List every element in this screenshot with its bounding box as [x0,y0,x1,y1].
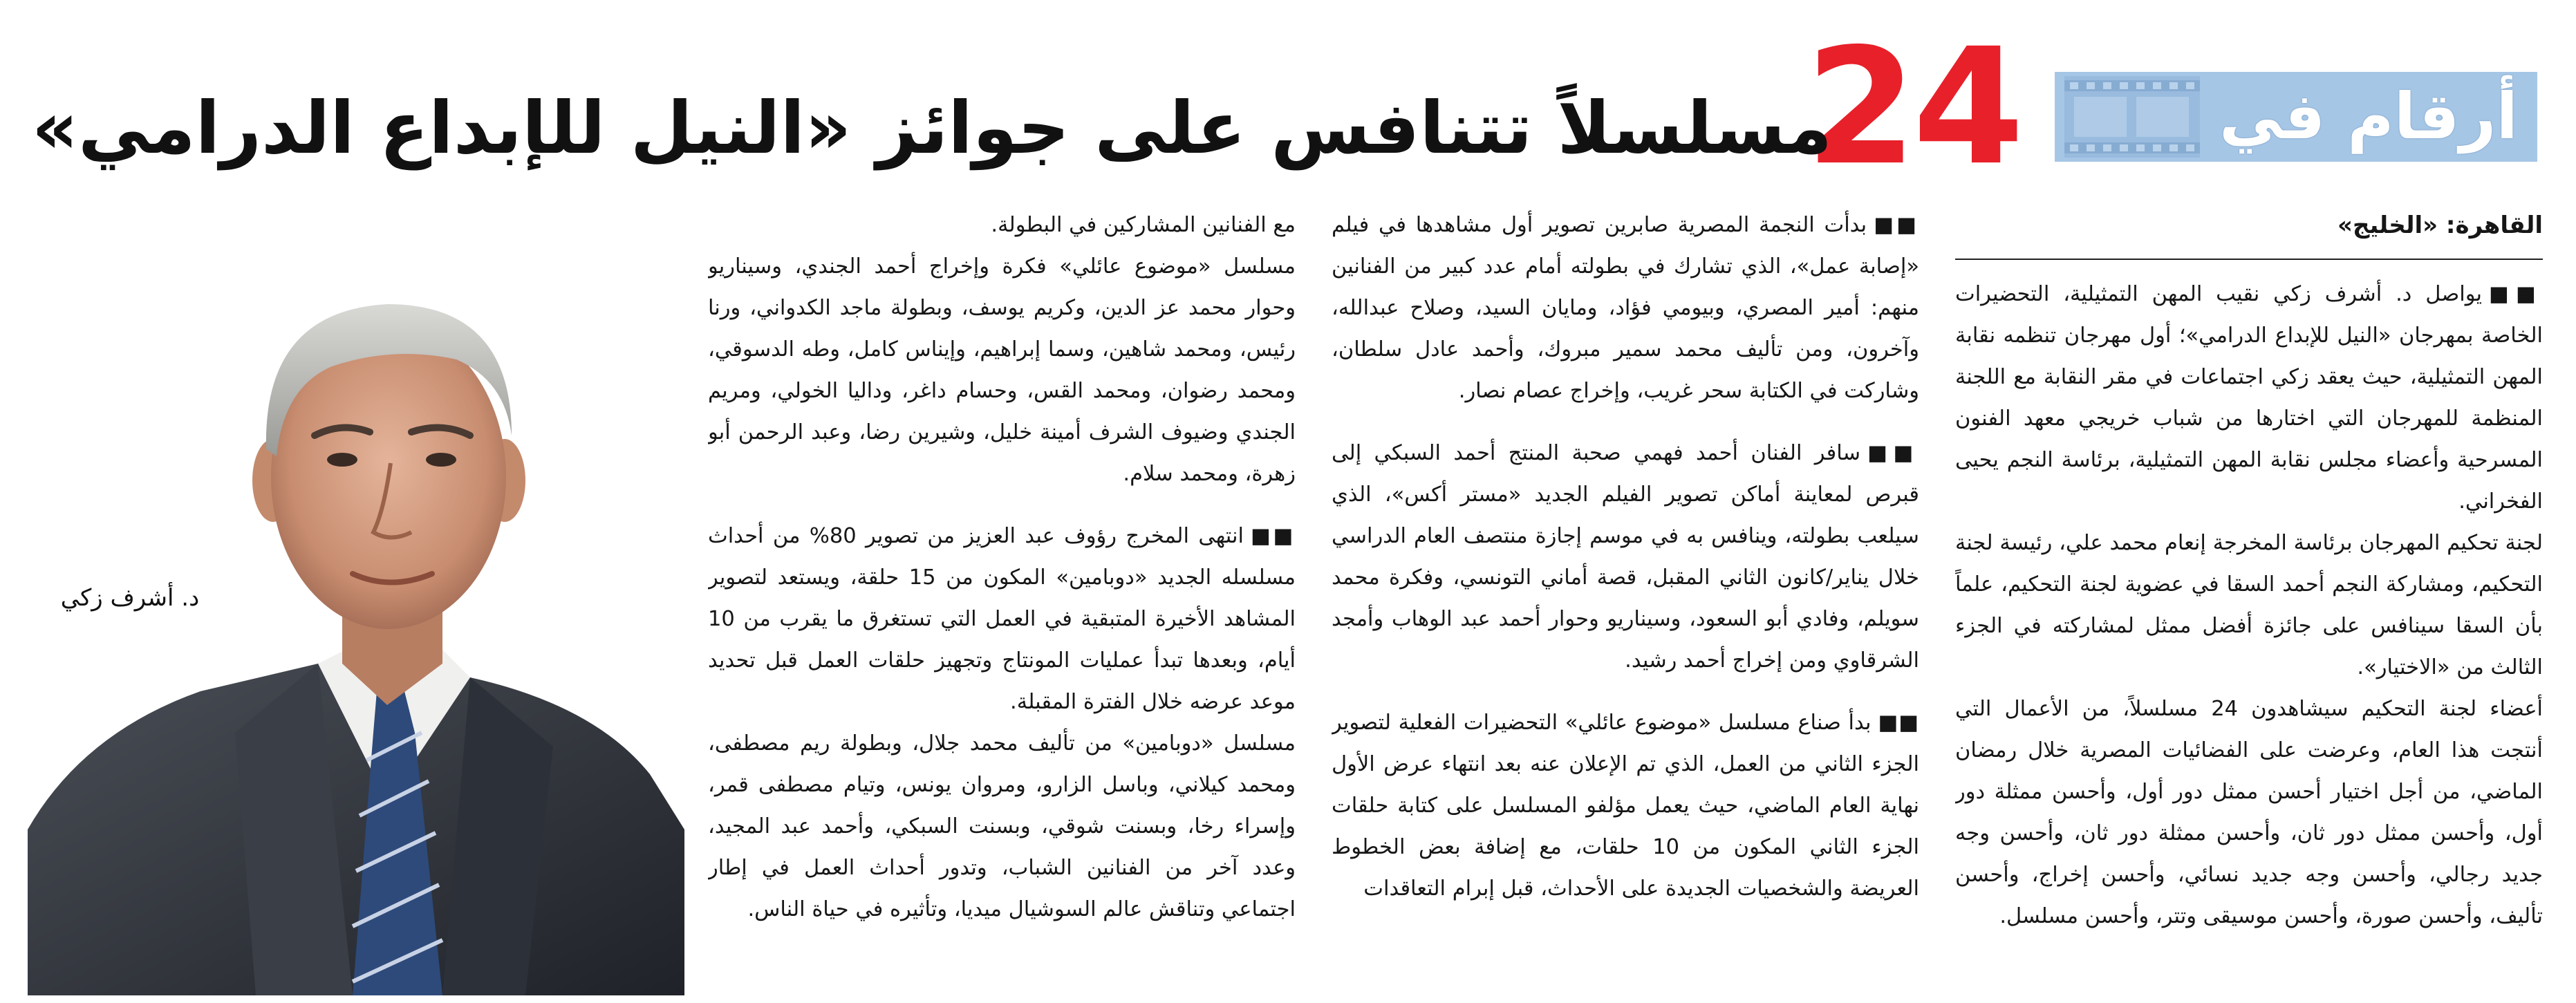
article-column-2 [1332,205,1919,993]
section-label: أرقام في [2219,79,2518,153]
section-badge [2055,72,2537,162]
paragraph-text: سافر الفنان أحمد فهمي صحبة المنتج أحمد السبكي إلى قبرص لمعاينة أماكن تصوير الفيلم الجديد «مستر أكس»، الذي سيلعب بطولته، وينافس به في موسم إجازة منتصف العام الدراسي خلال يناير/كانون الثاني المقبل، قصة أماني التونسي، وفكرة محمد سويلم، وفادي أبو السعود، وسيناريو وحوار أحمد عبد الوهاب وأمجد الشرقاوي ومن إخراج أحمد رشيد. [1332,441,1919,673]
paragraph-text: بدأ صناع مسلسل «موضوع عائلي» التحضيرات الفعلية لتصوير الجزء الثاني من العمل، الذي تم الإعلان عنه بعد انتهاء عرض الأول نهاية العام الماضي، حيث يعمل مؤلفو المسلسل على كتابة حلقات الجزء الثاني المكون من 10 حلقات، مع إضافة بعض الخطوط العريضة والشخصيات الجديدة على الأحداث، قبل إبرام التعاقدات [1332,711,1919,901]
paragraph-text: انتهى المخرج رؤوف عبد العزيز من تصوير 80% من أحداث مسلسله الجديد «دوبامين» المكون من 15 حلقة، ويستعد لتصوير المشاهد الأخيرة المتبقية في العمل التي تستغرق ما يقرب من 10 أيام، وبعدها تبدأ عمليات المونتاج وتجهيز حلقات العمل قبل تحديد موعد عرضه خلال الفترة المقبلة. [708,524,1296,714]
article-column-3 [708,205,1296,993]
byline: القاهرة: «الخليج» [2337,212,2543,239]
paragraph [1332,433,1919,682]
bullet-marker: ■■ [1867,441,1919,465]
paragraph-text: بدأت النجمة المصرية صابرين تصوير أول مشاهدها في فيلم «إصابة عمل»، الذي تشارك في بطولته أمام عدد كبير من الفنانين منهم: أمير المصري، وبيومي فؤاد، ومايان السيد، وصلاح عبدالله، وآخرون، ومن تأليف محمد سمير مبروك، وأحمد عادل سلطان، وشاركت في الكتابة سحر غريب، وإخراج عصام نصار. [1332,213,1919,403]
paragraph [1332,702,1919,910]
bullet-marker: ■■ [1250,524,1296,548]
paragraph [1332,205,1919,412]
bullet-marker: ■■ [2488,282,2543,306]
paragraph [1955,274,2543,523]
photo-caption: د. أشرف زكي [60,584,200,612]
paragraph-text: يواصل د. أشرف زكي نقيب المهن التمثيلية، التحضيرات الخاصة بمهرجان «النيل للإبداع الدرامي»؛ أول مهرجان تنظمه نقابة المهن التمثيلية، حيث يعقد زكي اجتماعات في مقر النقابة مع اللجنة المنظمة للمهرجان التي اختارها من شباب خريجي معهد الفنون المسرحية وأعضاء مجلس نقابة المهن التمثيلية، برئاسة النجم يحيى الفخراني. [1955,282,2543,514]
headline-number: 24 [1805,14,2020,200]
byline-divider [1955,259,2543,260]
paragraph: مسلسل «موضوع عائلي» فكرة وإخراج أحمد الجندي، وسيناريو وحوار محمد عز الدين، وكريم يوسف، وبطولة ماجد الكدواني، ورنا رئيس، ومحمد شاهين، وسما إبراهيم، وإيناس كامل، وطه الدسوقي، ومحمد رضوان، ومحمد القس، وحسام داغر، وداليا الخولي، ومريم الجندي وضيوف الشرف أمينة خليل، وشيرين رضا، وعبد الرحمن أبو زهرة، ومحمد سلام. [708,254,1296,486]
paragraph: مسلسل «دوبامين» من تأليف محمد جلال، وبطولة ريم مصطفى، ومحمد كيلاني، وباسل الزارو، ومروان يونس، وتيام مصطفى قمر، وإسراء رخا، وبسنت شوقي، وبسنت السبكي، وأحمد عبد المجيد، وعدد آخر من الفنانين الشباب، وتدور أحداث العمل في إطار اجتماعي وتناقش عالم السوشيال ميديا، وتأثيره في حياة الناس. [708,731,1296,921]
paragraph: لجنة تحكيم المهرجان برئاسة المخرجة إنعام محمد علي، رئيسة لجنة التحكيم، ومشاركة النجم أحمد السقا في عضوية لجنة التحكيم، علماً بأن السقا سينافس على جائزة أفضل ممثل لمشاركته في الجزء الثالث من «الاختيار». [1955,531,2543,679]
paragraph [708,516,1296,723]
headline-title: مسلسلاً تتنافس على جوائز «النيل للإبداع الدرامي» [31,86,1832,170]
bullet-marker: ■■ [1878,711,1919,735]
paragraph: أعضاء لجنة التحكيم سيشاهدون 24 مسلسلاً، من الأعمال التي أنتجت هذا العام، وعرضت على الفضائيات المصرية خلال رمضان الماضي، من أجل اختيار أحسن ممثل دور أول، وأحسن ممثلة دور أول، وأحسن ممثل دور ثان، وأحسن ممثلة دور ثان، وأحسن وجه جديد رجالي، وأحسن وجه جديد نسائي، وأحسن إخراج، وأحسن تأليف، وأحسن صورة، وأحسن موسيقى وتتر، وأحسن مسلسل. [1955,697,2543,928]
bullet-marker: ■■ [1874,213,1919,237]
article-column-1 [1955,205,2543,993]
paragraph: مع الفنانين المشاركين في البطولة. [991,213,1296,237]
